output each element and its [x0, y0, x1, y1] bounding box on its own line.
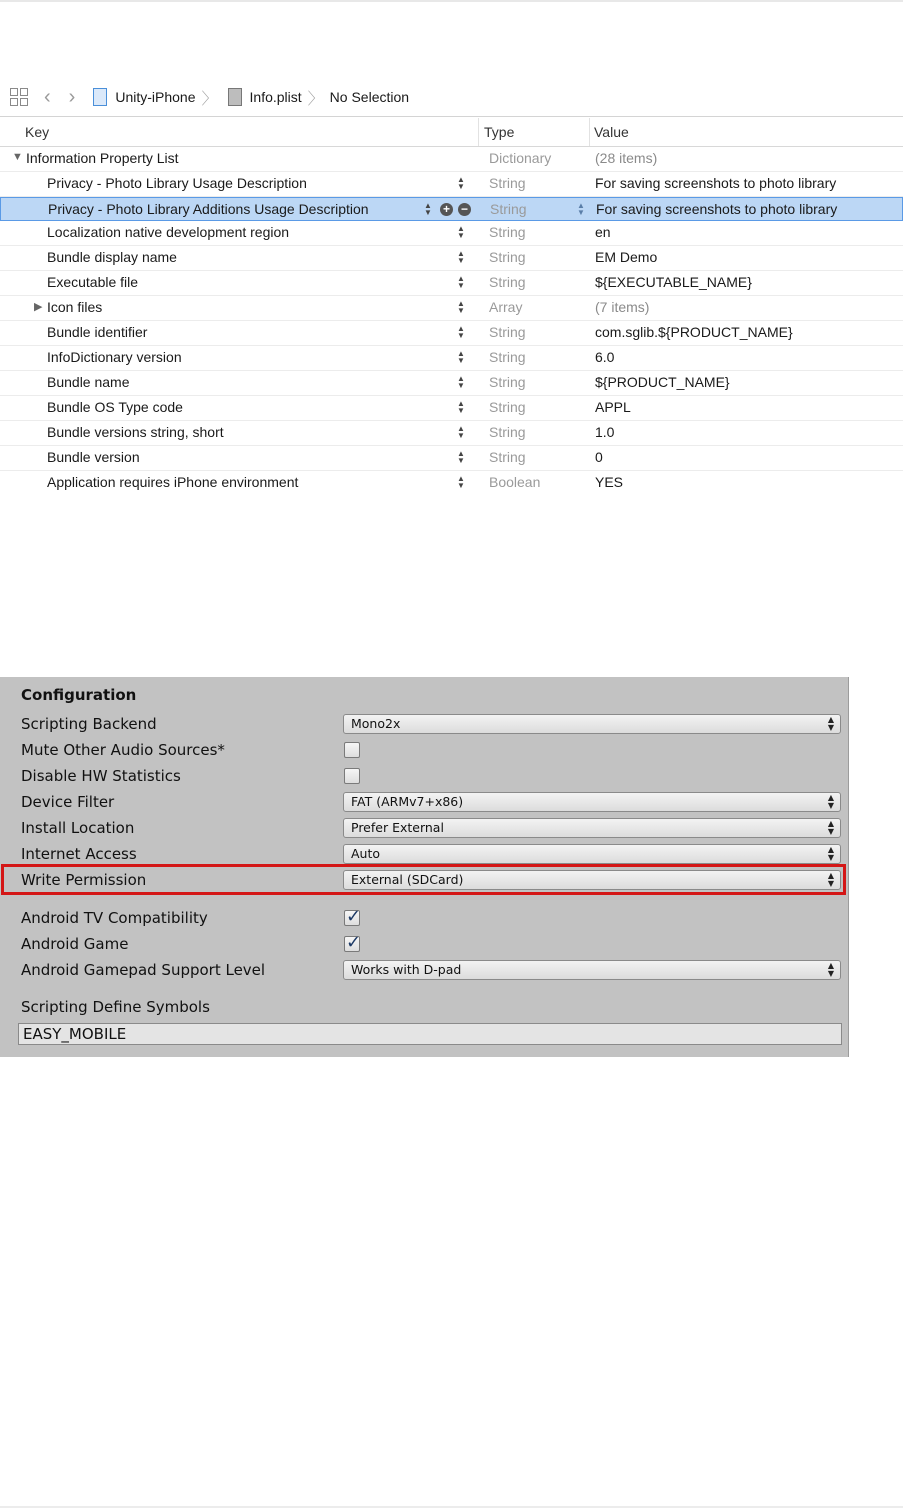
breadcrumb-chevron-icon: 〉	[307, 90, 324, 108]
row-value[interactable]: For saving screenshots to photo library	[596, 201, 838, 217]
mute-audio-checkbox[interactable]	[344, 742, 360, 758]
table-row[interactable]	[0, 346, 903, 371]
disable-hw-stats-checkbox[interactable]	[344, 768, 360, 784]
section-title: Configuration	[21, 686, 137, 704]
device-filter-dropdown[interactable]	[343, 792, 841, 812]
row-type: String	[489, 399, 526, 415]
column-header-type[interactable]: Type	[484, 124, 515, 140]
row-value[interactable]: ${PRODUCT_NAME}	[595, 374, 730, 390]
row-value[interactable]: en	[595, 224, 611, 240]
breadcrumb-project[interactable]: Unity-iPhone	[115, 89, 196, 105]
scripting-backend-dropdown[interactable]	[343, 714, 841, 734]
row-value: (7 items)	[595, 299, 650, 315]
row-key: Privacy - Photo Library Additions Usage Description	[48, 201, 369, 217]
table-row[interactable]	[0, 471, 903, 495]
scripting-backend-value: Mono2x	[351, 716, 401, 731]
plist-editor	[0, 78, 903, 490]
row-value: (28 items)	[595, 150, 658, 166]
table-row[interactable]	[0, 172, 903, 197]
add-row-icon[interactable]: +	[440, 203, 453, 216]
checkmark-icon: ✓	[346, 932, 362, 953]
unity-player-settings	[0, 677, 849, 1057]
row-type: String	[489, 175, 526, 191]
install-location-dropdown[interactable]	[343, 818, 841, 838]
row-type: String	[489, 349, 526, 365]
device-filter-value: FAT (ARMv7+x86)	[351, 794, 464, 809]
row-value[interactable]: 1.0	[595, 424, 615, 440]
table-row[interactable]	[0, 221, 903, 246]
key-stepper-icon[interactable]: ▲ ▼	[457, 399, 465, 415]
dropdown-arrows-icon: ▲ ▼	[827, 715, 834, 732]
dropdown-arrows-icon: ▲ ▼	[827, 871, 834, 888]
column-divider[interactable]	[478, 118, 479, 146]
table-row[interactable]	[0, 371, 903, 396]
table-row[interactable]	[0, 421, 903, 446]
device-filter-label: Device Filter	[21, 793, 115, 811]
remove-row-icon[interactable]: −	[458, 203, 471, 216]
gamepad-support-label: Android Gamepad Support Level	[21, 961, 266, 979]
row-key: Bundle display name	[47, 249, 177, 265]
table-row[interactable]	[0, 446, 903, 471]
column-header-value[interactable]: Value	[594, 124, 629, 140]
row-type: String	[489, 274, 526, 290]
row-key: Bundle version	[47, 449, 140, 465]
type-stepper-icon[interactable]: ▲ ▼	[577, 201, 585, 217]
related-items-icon[interactable]	[10, 88, 28, 106]
disclosure-expanded-icon[interactable]: ▼	[12, 151, 23, 163]
row-type: String	[489, 374, 526, 390]
plist-file-icon	[228, 88, 242, 106]
breadcrumb-chevron-icon: 〉	[201, 90, 218, 108]
disable-hw-stats-label: Disable HW Statistics	[21, 767, 181, 785]
write-permission-highlight-box	[1, 864, 846, 895]
install-location-value: Prefer External	[351, 820, 444, 835]
key-stepper-icon[interactable]: ▲ ▼	[457, 224, 465, 240]
key-stepper-icon[interactable]: ▲ ▼	[457, 175, 465, 191]
column-header-key[interactable]: Key	[25, 124, 50, 140]
row-value[interactable]: 0	[595, 449, 603, 465]
table-row[interactable]	[0, 396, 903, 421]
key-stepper-icon[interactable]: ▲ ▼	[457, 299, 465, 315]
android-game-checkbox[interactable]	[344, 932, 362, 953]
table-row[interactable]	[0, 321, 903, 346]
row-key: Executable file	[47, 274, 139, 290]
column-divider[interactable]	[589, 118, 590, 146]
row-value[interactable]: For saving screenshots to photo library	[595, 175, 837, 191]
row-key: InfoDictionary version	[47, 349, 182, 365]
top-rule	[0, 0, 903, 2]
scripting-symbols-input[interactable]: EASY_MOBILE	[18, 1023, 842, 1045]
key-stepper-icon[interactable]: ▲ ▼	[457, 449, 465, 465]
android-game-label: Android Game	[21, 935, 129, 953]
row-type: String	[490, 201, 527, 217]
row-type: String	[489, 324, 526, 340]
row-key: Application requires iPhone environment	[47, 474, 299, 490]
row-type: String	[489, 249, 526, 265]
write-permission-value: External (SDCard)	[351, 872, 464, 887]
row-value[interactable]: ${EXECUTABLE_NAME}	[595, 274, 752, 290]
gamepad-support-value: Works with D-pad	[351, 962, 462, 977]
android-tv-label: Android TV Compatibility	[21, 909, 208, 927]
row-type: Dictionary	[489, 150, 552, 166]
table-row-selected[interactable]	[0, 197, 903, 221]
key-stepper-icon[interactable]: ▲ ▼	[457, 474, 465, 490]
row-type: Boolean	[489, 474, 541, 490]
table-header	[0, 118, 903, 147]
row-type: Array	[489, 299, 523, 315]
dropdown-arrows-icon: ▲ ▼	[827, 793, 834, 810]
row-key: Bundle versions string, short	[47, 424, 224, 440]
scripting-symbols-label: Scripting Define Symbols	[21, 998, 210, 1016]
key-stepper-icon[interactable]: ▲ ▼	[457, 424, 465, 440]
internet-access-label: Internet Access	[21, 845, 137, 863]
row-value[interactable]: 6.0	[595, 349, 615, 365]
write-permission-label: Write Permission	[21, 871, 147, 889]
key-stepper-icon[interactable]: ▲ ▼	[457, 274, 465, 290]
breadcrumb-selection[interactable]: No Selection	[329, 89, 410, 105]
key-stepper-icon[interactable]: ▲ ▼	[457, 249, 465, 265]
row-value[interactable]: APPL	[595, 399, 631, 415]
key-stepper-icon[interactable]: ▲ ▼	[457, 324, 465, 340]
dropdown-arrows-icon: ▲ ▼	[827, 961, 834, 978]
dropdown-arrows-icon: ▲ ▼	[827, 819, 834, 836]
row-key: Icon files	[47, 299, 103, 315]
forward-arrow-icon[interactable]: ›	[68, 86, 76, 108]
table-row[interactable]	[0, 296, 903, 321]
back-arrow-icon[interactable]: ‹	[44, 86, 51, 108]
breadcrumb-file[interactable]: Info.plist	[249, 89, 302, 105]
row-key: Bundle OS Type code	[47, 399, 183, 415]
row-key: Information Property List	[26, 150, 179, 166]
scripting-backend-label: Scripting Backend	[21, 715, 157, 733]
checkmark-icon: ✓	[346, 906, 362, 927]
row-key: Localization native development region	[47, 224, 290, 240]
row-value[interactable]: com.sglib.${PRODUCT_NAME}	[595, 324, 793, 340]
table-row[interactable]	[0, 271, 903, 296]
jump-bar	[0, 78, 903, 117]
android-tv-checkbox[interactable]	[344, 906, 362, 927]
row-value[interactable]: EM Demo	[595, 249, 658, 265]
row-key: Bundle name	[47, 374, 130, 390]
project-file-icon	[93, 88, 107, 106]
plist-rows	[0, 147, 903, 495]
row-type: String	[489, 224, 526, 240]
table-row[interactable]	[0, 246, 903, 271]
row-key: Privacy - Photo Library Usage Description	[47, 175, 307, 191]
gamepad-support-dropdown[interactable]	[343, 960, 841, 980]
row-type: String	[489, 449, 526, 465]
disclosure-collapsed-icon[interactable]: ▶	[34, 301, 43, 313]
mute-audio-label: Mute Other Audio Sources*	[21, 741, 225, 759]
internet-access-value: Auto	[351, 846, 381, 861]
key-stepper-icon[interactable]: ▲ ▼	[457, 349, 465, 365]
row-value[interactable]: YES	[595, 474, 624, 490]
row-type: String	[489, 424, 526, 440]
table-row-root[interactable]	[0, 147, 903, 172]
key-stepper-icon[interactable]: ▲ ▼	[457, 374, 465, 390]
internet-access-dropdown[interactable]	[343, 844, 841, 864]
row-key: Bundle identifier	[47, 324, 148, 340]
key-stepper-icon[interactable]: ▲ ▼	[424, 201, 432, 217]
dropdown-arrows-icon: ▲ ▼	[827, 845, 834, 862]
install-location-label: Install Location	[21, 819, 135, 837]
